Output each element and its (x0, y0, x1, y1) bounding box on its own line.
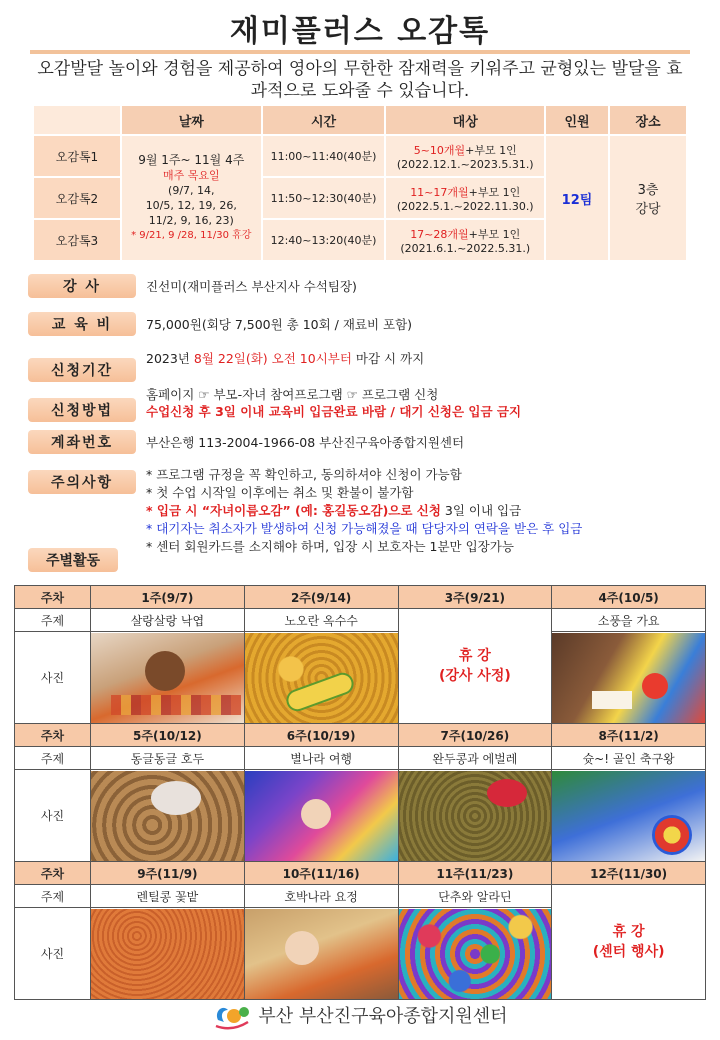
weekly-table (14, 585, 706, 1000)
session-target (386, 136, 544, 176)
period-end: 마감 시 까지 (351, 351, 425, 366)
photo-image (245, 771, 398, 861)
session-time: 12:40~13:20(40분) (263, 220, 385, 260)
session-name: 오감톡2 (34, 178, 120, 218)
week-label: 9주(11/9) (91, 862, 245, 885)
header-date: 날짜 (122, 106, 261, 134)
week-theme: 호박나라 요정 (244, 885, 398, 908)
photo-col-label: 사진 (15, 632, 91, 724)
week-col-label: 주차 (15, 724, 91, 747)
week-label: 10주(11/16) (244, 862, 398, 885)
session-time: 11:50~12:30(40분) (263, 178, 385, 218)
instructor-label: 강 사 (28, 274, 136, 298)
theme-col-label: 주제 (15, 885, 91, 908)
photo-col-label: 사진 (15, 770, 91, 862)
date-list-2: 10/5, 12, 19, 26, (145, 199, 237, 212)
notice-3 (146, 502, 521, 519)
fee-value: 75,000원(회당 7,500원 총 10회 / 재료비 포함) (146, 317, 413, 332)
theme-col-label: 주제 (15, 609, 91, 632)
week-label: 4주(10/5) (552, 586, 706, 609)
period-year: 2023년 (146, 351, 194, 366)
week-label: 1주(9/7) (91, 586, 245, 609)
photo-space (244, 770, 398, 862)
closed-reason: (강사 사정) (438, 668, 511, 684)
schedule-corner (34, 106, 120, 134)
photo-image (399, 771, 552, 861)
page-title: 재미플러스 오감톡 (229, 14, 491, 49)
week-label: 11주(11/23) (398, 862, 552, 885)
closed-reason: (센터 행사) (592, 944, 665, 960)
date-holidays: * 9/21, 9 /28, 11/30 휴강 (131, 230, 252, 241)
session-target (386, 178, 544, 218)
notice-5: * 센터 회원카드를 소지해야 하며, 입장 시 보호자는 1분만 입장가능 (146, 539, 514, 554)
method-line-1: 홈페이지 ☞ 부모-자녀 참여프로그램 ☞ 프로그램 신청 (146, 387, 439, 402)
photo-lentils (91, 908, 245, 1000)
session-name: 오감톡1 (34, 136, 120, 176)
week-label: 3주(9/21) (398, 586, 552, 609)
week-col-label: 주차 (15, 586, 91, 609)
footer-text: 부산 부산진구육아종합지원센터 (258, 1006, 508, 1027)
fee-label: 교 육 비 (28, 312, 136, 336)
notice-1: * 프로그램 규정을 꼭 확인하고, 동의하셔야 신청이 가능함 (146, 467, 462, 482)
date-list-1: (9/7, 14, (168, 184, 215, 197)
week-theme: 살랑살랑 낙엽 (91, 609, 245, 632)
target-birth-range: (2022.5.1.~2022.11.30.) (396, 199, 534, 213)
photo-image (552, 771, 705, 861)
schedule-dates (122, 136, 261, 260)
photo-image (245, 909, 398, 999)
target-parent: +부모 1인 (468, 185, 521, 199)
notice-4: * 대기자는 취소자가 발생하여 신청 가능해졌을 때 담당자의 연락을 받은 후 입금 (146, 521, 583, 536)
target-parent: +부모 1인 (465, 143, 517, 157)
week-theme: 슛~! 골인 축구왕 (552, 747, 706, 770)
target-birth-range: (2022.12.1.~2023.5.31.) (396, 157, 534, 171)
center-logo-icon (212, 1000, 252, 1030)
week-theme: 완두콩과 에벌레 (398, 747, 552, 770)
photo-image (91, 909, 244, 999)
closed-text: 휴 강 (612, 924, 645, 940)
title-underline (30, 50, 690, 54)
people-count: 12팀 (546, 136, 608, 260)
notice-2: * 첫 수업 시작일 이후에는 취소 및 환불이 불가함 (146, 485, 414, 500)
photo-image (91, 771, 244, 861)
target-age: 17~28개월 (410, 227, 469, 241)
week-label: 7주(10/26) (398, 724, 552, 747)
theme-col-label: 주제 (15, 747, 91, 770)
notice-3-rest: 3일 이내 입금 (440, 503, 522, 518)
photo-col-label: 사진 (15, 908, 91, 1000)
closed-text: 휴 강 (458, 648, 491, 664)
photo-image (399, 909, 552, 999)
target-age: 5~10개월 (413, 143, 466, 157)
photo-walnuts (91, 770, 245, 862)
header-place: 장소 (610, 106, 686, 134)
date-list-3: 11/2, 9, 16, 23) (148, 214, 234, 227)
closed-cell (398, 609, 552, 724)
week-label: 5주(10/12) (91, 724, 245, 747)
weekly-label: 주별활동 (28, 548, 118, 572)
week-col-label: 주차 (15, 862, 91, 885)
session-target (386, 220, 544, 260)
photo-peas (398, 770, 552, 862)
photo-image (552, 633, 705, 723)
week-theme: 단추와 알라딘 (398, 885, 552, 908)
account-value: 부산은행 113-2004-1966-08 부산진구육아종합지원센터 (146, 435, 465, 450)
footer (0, 1000, 720, 1030)
header-people: 인원 (546, 106, 608, 134)
week-label: 2주(9/14) (244, 586, 398, 609)
place: 3층 강당 (610, 136, 686, 260)
week-label: 8주(11/2) (552, 724, 706, 747)
closed-cell (552, 885, 706, 1000)
account-label: 계좌번호 (28, 430, 136, 454)
target-parent: +부모 1인 (468, 227, 521, 241)
method-label: 신청방법 (28, 398, 136, 422)
photo-soccer (552, 770, 706, 862)
period-value (146, 350, 424, 367)
photo-buttons (398, 908, 552, 1000)
intro-text: 오감발달 놀이와 경험을 제공하여 영아의 무한한 잠재력을 키워주고 균형있는 발달을 효과적으로 도와줄 수 있습니다. (37, 59, 683, 101)
week-theme: 노오란 옥수수 (244, 609, 398, 632)
week-theme: 소풍을 가요 (552, 609, 706, 632)
target-age: 11~17개월 (410, 185, 469, 199)
notice-label: 주의사항 (28, 470, 136, 494)
method-line-2: 수업신청 후 3일 이내 교육비 입금완료 바람 / 대기 신청은 입금 금지 (146, 404, 522, 419)
header-target: 대상 (386, 106, 544, 134)
notice-3-highlight: * 입금 시 “자녀이름오감” (예: 홍길동오감)으로 신청 (146, 503, 441, 518)
photo-image (91, 633, 244, 723)
week-label: 12주(11/30) (552, 862, 706, 885)
date-weekday: 매주 목요일 (162, 169, 220, 182)
period-start: 8월 22일(화) 오전 10시부터 (193, 351, 352, 366)
week-theme: 렌틸콩 꽃밭 (91, 885, 245, 908)
week-theme: 별나라 여행 (244, 747, 398, 770)
target-birth-range: (2021.6.1.~2022.5.31.) (400, 241, 531, 255)
photo-pumpkin (244, 908, 398, 1000)
schedule-table (32, 104, 688, 262)
header-time: 시간 (263, 106, 385, 134)
week-theme: 동글동글 호두 (91, 747, 245, 770)
photo-picnic (552, 632, 706, 724)
instructor-value: 진선미(재미플러스 부산지사 수석팀장) (146, 279, 357, 294)
week-label: 6주(10/19) (244, 724, 398, 747)
date-range: 9월 1주~ 11월 4주 (138, 153, 245, 167)
session-name: 오감톡3 (34, 220, 120, 260)
photo-corn (244, 632, 398, 724)
photo-leaves (91, 632, 245, 724)
period-label: 신청기간 (28, 358, 136, 382)
session-time: 11:00~11:40(40분) (263, 136, 385, 176)
photo-image (245, 633, 398, 723)
